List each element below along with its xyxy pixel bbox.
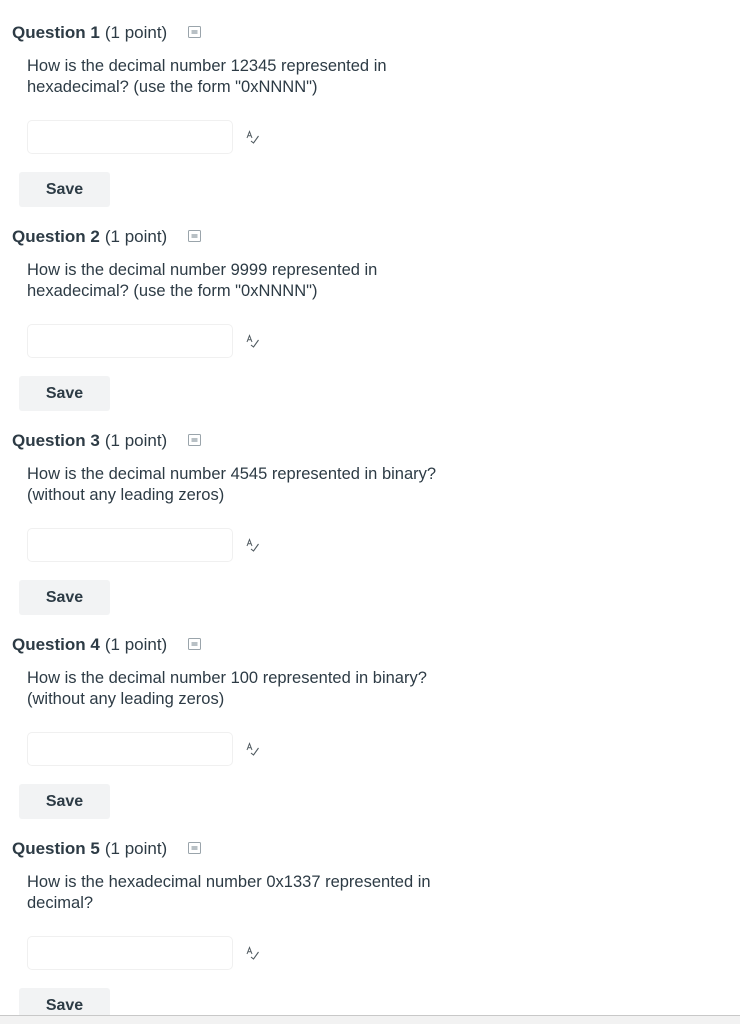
question-2 (0, 204, 740, 408)
answer-input[interactable] (27, 324, 233, 358)
question-text: How is the decimal number 9999 represented in hexadecimal? (use the form "0xNNNN") (27, 261, 378, 300)
question-title: Question 3 (12, 431, 100, 450)
question-header (12, 430, 201, 452)
question-header (12, 226, 201, 248)
question-text: How is the decimal number 4545 represented in binary? (without any leading zeros) (27, 465, 437, 504)
flag-question-icon[interactable] (188, 434, 201, 446)
question-text: How is the decimal number 100 represented in binary? (without any leading zeros) (27, 669, 427, 708)
question-text: How is the decimal number 12345 represented in hexadecimal? (use the form "0xNNNN") (27, 57, 387, 96)
spellcheck-icon[interactable] (246, 946, 260, 960)
page-bottom-edge (0, 1015, 740, 1024)
question-header (12, 22, 201, 44)
question-1 (0, 0, 740, 204)
save-button[interactable]: Save (19, 988, 110, 1023)
save-button[interactable]: Save (19, 784, 110, 819)
question-text: How is the hexadecimal number 0x1337 represented in decimal? (27, 873, 431, 912)
question-points: (1 point) (104, 431, 168, 450)
flag-question-icon[interactable] (188, 842, 201, 854)
spellcheck-icon[interactable] (246, 334, 260, 348)
question-title: Question 1 (12, 23, 100, 42)
question-3 (0, 408, 740, 612)
question-title: Question 5 (12, 839, 100, 858)
spellcheck-icon[interactable] (246, 130, 260, 144)
question-header (12, 838, 201, 860)
question-title: Question 4 (12, 635, 100, 654)
save-button[interactable]: Save (19, 580, 110, 615)
spellcheck-icon[interactable] (246, 742, 260, 756)
answer-input[interactable] (27, 528, 233, 562)
question-title: Question 2 (12, 227, 100, 246)
save-button[interactable]: Save (19, 376, 110, 411)
answer-input[interactable] (27, 732, 233, 766)
question-points: (1 point) (104, 23, 168, 42)
question-points: (1 point) (104, 839, 168, 858)
question-points: (1 point) (104, 635, 168, 654)
answer-input[interactable] (27, 120, 233, 154)
question-5 (0, 816, 740, 1020)
spellcheck-icon[interactable] (246, 538, 260, 552)
flag-question-icon[interactable] (188, 230, 201, 242)
answer-input[interactable] (27, 936, 233, 970)
flag-question-icon[interactable] (188, 638, 201, 650)
save-button[interactable]: Save (19, 172, 110, 207)
question-points: (1 point) (104, 227, 168, 246)
question-4 (0, 612, 740, 816)
question-header (12, 634, 201, 656)
flag-question-icon[interactable] (188, 26, 201, 38)
